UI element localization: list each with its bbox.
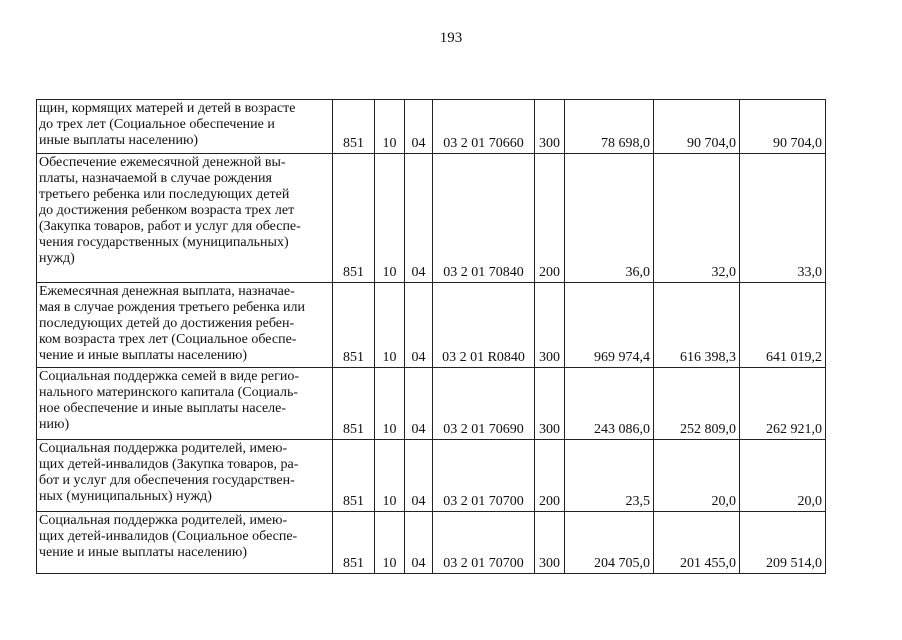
row-description — [37, 154, 333, 283]
description-line: Обеспечение ежемесячной денежной вы- — [39, 155, 286, 170]
amount-year-3: 33,0 — [740, 154, 826, 283]
amount-year-2: 20,0 — [654, 440, 740, 512]
subsection-code: 04 — [405, 283, 433, 368]
expense-type-code: 200 — [535, 440, 565, 512]
description-line: нию) — [39, 417, 70, 432]
table-row — [37, 440, 826, 512]
description-line: последующих детей до достижения ребен- — [39, 316, 295, 331]
description-line: третьего ребенка или последующих детей — [39, 187, 290, 202]
ministry-code: 851 — [333, 100, 375, 154]
amount-year-3: 209 514,0 — [740, 512, 826, 574]
description-line: Социальная поддержка родителей, имею- — [39, 441, 288, 456]
ministry-code: 851 — [333, 154, 375, 283]
description-line: чения государственных (муниципальных) — [39, 235, 289, 250]
description-line: щих детей-инвалидов (Социальное обеспе- — [39, 529, 298, 544]
page-number: 193 — [439, 30, 463, 46]
expense-type-code: 300 — [535, 100, 565, 154]
description-line: ных (муниципальных) нужд) — [39, 489, 212, 504]
subsection-code: 04 — [405, 100, 433, 154]
budget-table — [36, 99, 826, 574]
description-line: нального материнского капитала (Социаль- — [39, 385, 298, 400]
amount-year-1: 969 974,4 — [565, 283, 654, 368]
row-description — [37, 100, 333, 154]
target-code: 03 2 01 70690 — [433, 368, 535, 440]
target-code: 03 2 01 70700 — [433, 440, 535, 512]
expense-type-code: 300 — [535, 512, 565, 574]
description-line: Ежемесячная денежная выплата, назначае- — [39, 284, 295, 299]
amount-year-2: 90 704,0 — [654, 100, 740, 154]
description-line: чение и иные выплаты населению) — [39, 545, 248, 560]
section-code: 10 — [375, 154, 405, 283]
expense-type-code: 200 — [535, 154, 565, 283]
amount-year-3: 641 019,2 — [740, 283, 826, 368]
description-line: Социальная поддержка родителей, имею- — [39, 513, 288, 528]
row-description — [37, 283, 333, 368]
amount-year-1: 36,0 — [565, 154, 654, 283]
table-row — [37, 154, 826, 283]
row-description — [37, 512, 333, 574]
table-row — [37, 368, 826, 440]
amount-year-1: 23,5 — [565, 440, 654, 512]
table-body — [37, 100, 826, 574]
section-code: 10 — [375, 283, 405, 368]
amount-year-1: 204 705,0 — [565, 512, 654, 574]
description-line: иные выплаты населению) — [39, 133, 199, 148]
description-line: до трех лет (Социальное обеспечение и — [39, 117, 275, 132]
subsection-code: 04 — [405, 368, 433, 440]
description-line: бот и услуг для обеспечения государствен- — [39, 473, 295, 488]
target-code: 03 2 01 R0840 — [433, 283, 535, 368]
amount-year-2: 252 809,0 — [654, 368, 740, 440]
amount-year-1: 243 086,0 — [565, 368, 654, 440]
description-line: до достижения ребенком возраста трех лет — [39, 203, 295, 218]
ministry-code: 851 — [333, 440, 375, 512]
expense-type-code: 300 — [535, 368, 565, 440]
description-line: щин, кормящих матерей и детей в возрасте — [39, 101, 296, 116]
table-row — [37, 100, 826, 154]
amount-year-2: 616 398,3 — [654, 283, 740, 368]
description-line: щих детей-инвалидов (Закупка товаров, ра- — [39, 457, 299, 472]
subsection-code: 04 — [405, 512, 433, 574]
description-line: нужд) — [39, 251, 75, 266]
amount-year-3: 20,0 — [740, 440, 826, 512]
section-code: 10 — [375, 100, 405, 154]
target-code: 03 2 01 70700 — [433, 512, 535, 574]
section-code: 10 — [375, 368, 405, 440]
description-line: мая в случае рождения третьего ребенка или — [39, 300, 306, 315]
subsection-code: 04 — [405, 440, 433, 512]
section-code: 10 — [375, 440, 405, 512]
row-description — [37, 440, 333, 512]
target-code: 03 2 01 70840 — [433, 154, 535, 283]
amount-year-1: 78 698,0 — [565, 100, 654, 154]
table-row — [37, 283, 826, 368]
expense-type-code: 300 — [535, 283, 565, 368]
row-description — [37, 368, 333, 440]
description-line: платы, назначаемой в случае рождения — [39, 171, 272, 186]
description-line: ное обеспечение и иные выплаты населе- — [39, 401, 287, 416]
subsection-code: 04 — [405, 154, 433, 283]
ministry-code: 851 — [333, 512, 375, 574]
table-row — [37, 512, 826, 574]
amount-year-2: 32,0 — [654, 154, 740, 283]
target-code: 03 2 01 70660 — [433, 100, 535, 154]
amount-year-3: 262 921,0 — [740, 368, 826, 440]
description-line: ком возраста трех лет (Социальное обеспе- — [39, 332, 297, 347]
ministry-code: 851 — [333, 368, 375, 440]
amount-year-2: 201 455,0 — [654, 512, 740, 574]
ministry-code: 851 — [333, 283, 375, 368]
description-line: (Закупка товаров, работ и услуг для обеспе- — [39, 219, 301, 234]
description-line: чение и иные выплаты населению) — [39, 348, 248, 363]
section-code: 10 — [375, 512, 405, 574]
description-line: Социальная поддержка семей в виде регио- — [39, 369, 300, 384]
amount-year-3: 90 704,0 — [740, 100, 826, 154]
